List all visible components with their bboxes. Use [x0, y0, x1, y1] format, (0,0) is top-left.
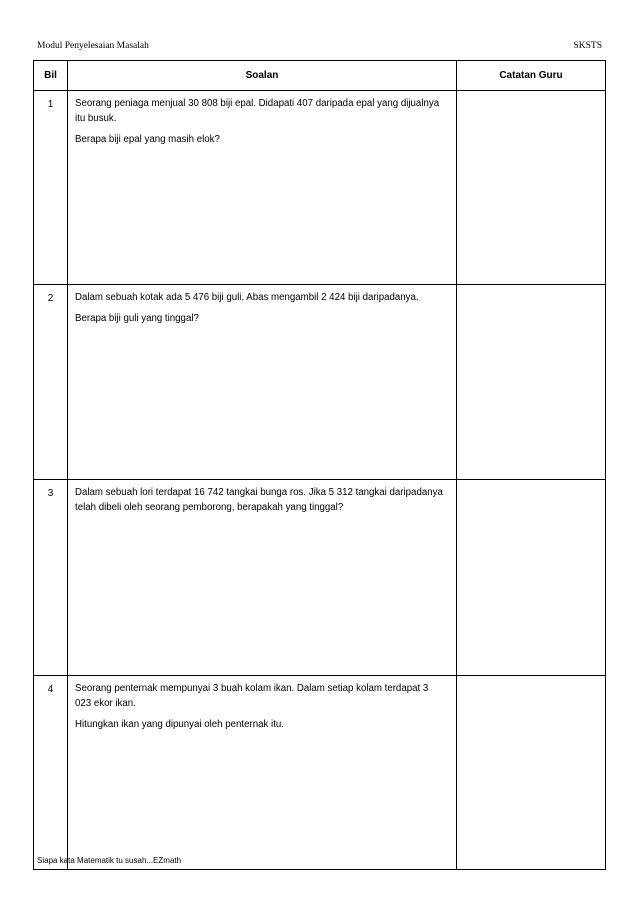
table-row	[34, 285, 606, 480]
question-prompt: Berapa biji guli yang tinggal?	[75, 313, 199, 324]
table-header-row	[34, 61, 606, 91]
teacher-notes-cell	[457, 676, 606, 870]
table-row	[34, 676, 606, 870]
teacher-notes-cell	[457, 285, 606, 480]
question-statement: Dalam sebuah kotak ada 5 476 biji guli. Abas mengambil 2 424 biji daripadanya.	[75, 292, 419, 303]
question-text	[68, 285, 457, 480]
teacher-notes-cell	[457, 91, 606, 285]
question-prompt: Hitungkan ikan yang dipunyai oleh penternak itu.	[75, 719, 284, 730]
question-number: 2	[34, 285, 68, 480]
question-number: 4	[34, 676, 68, 870]
question-statement: Seorang penternak mempunyai 3 buah kolam ikan. Dalam setiap kolam terdapat 3 023 ekor ikan.	[75, 683, 429, 709]
column-header-bil: Bil	[34, 61, 68, 91]
table-row	[34, 91, 606, 285]
question-text	[68, 480, 457, 676]
header-module-title: Modul Penyelesaian Masalah	[37, 41, 149, 51]
question-number: 3	[34, 480, 68, 676]
question-statement: Seorang peniaga menjual 30 808 biji epal. Didapati 407 daripada epal yang dijualnya itu busuk.	[75, 98, 440, 124]
header-school-code: SKSTS	[573, 41, 602, 51]
teacher-notes-cell	[457, 480, 606, 676]
question-text	[68, 676, 457, 870]
column-header-catatan-guru: Catatan Guru	[457, 61, 606, 91]
question-text	[68, 91, 457, 285]
question-statement: Dalam sebuah lori terdapat 16 742 tangkai bunga ros. Jika 5 312 tangkai daripadanya telah dibeli oleh seorang pemborong, berapakah yang tinggal?	[75, 487, 443, 513]
column-header-soalan: Soalan	[68, 61, 457, 91]
footer-tagline: Siapa kata Matematik tu susah...EZmath	[37, 856, 182, 865]
question-table	[33, 60, 606, 870]
question-number: 1	[34, 91, 68, 285]
table-row	[34, 480, 606, 676]
question-prompt: Berapa biji epal yang masih elok?	[75, 134, 220, 145]
